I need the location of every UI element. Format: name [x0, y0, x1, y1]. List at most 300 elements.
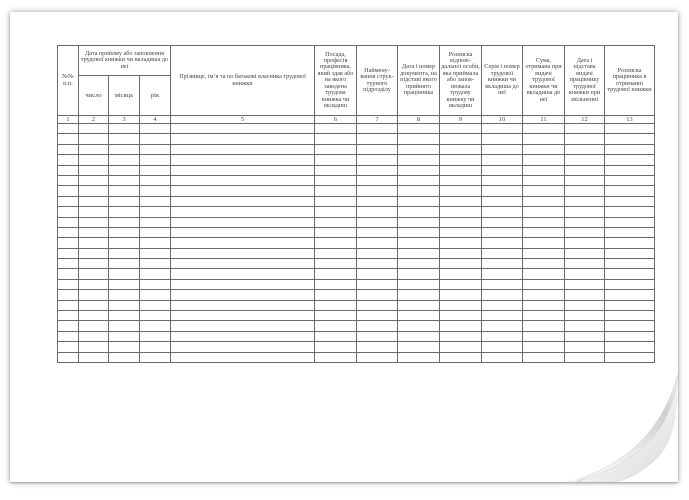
- table-cell: [482, 186, 523, 196]
- table-cell: [109, 331, 140, 341]
- table-cell: [565, 144, 605, 154]
- header-year: рік: [140, 76, 171, 116]
- table-cell: [523, 311, 565, 321]
- table-cell: [79, 134, 109, 144]
- table-cell: [58, 321, 79, 331]
- table-cell: [140, 352, 171, 362]
- journal-sheet: [10, 12, 678, 482]
- table-cell: [79, 352, 109, 362]
- table-cell: [58, 238, 79, 248]
- table-cell: [440, 352, 482, 362]
- table-cell: [357, 217, 398, 227]
- table-cell: [140, 165, 171, 175]
- table-cell: [565, 196, 605, 206]
- table-cell: [58, 165, 79, 175]
- table-cell: [605, 238, 655, 248]
- table-cell: [58, 186, 79, 196]
- table-cell: [565, 290, 605, 300]
- table-cell: [398, 144, 440, 154]
- table-cell: [315, 331, 357, 341]
- table-cell: [482, 196, 523, 206]
- table-body: [58, 124, 655, 363]
- table-cell: [482, 352, 523, 362]
- table-cell: [58, 331, 79, 341]
- table-cell: [523, 186, 565, 196]
- column-number: 4: [140, 116, 171, 124]
- table-row: [58, 155, 655, 165]
- column-number: 13: [605, 116, 655, 124]
- table-cell: [58, 124, 79, 134]
- table-cell: [357, 331, 398, 341]
- table-cell: [315, 238, 357, 248]
- table-cell: [605, 331, 655, 341]
- table-cell: [565, 279, 605, 289]
- table-cell: [565, 217, 605, 227]
- table-cell: [565, 321, 605, 331]
- table-cell: [315, 269, 357, 279]
- table-cell: [398, 279, 440, 289]
- table-cell: [440, 144, 482, 154]
- table-row: [58, 134, 655, 144]
- table-cell: [140, 269, 171, 279]
- table-row: [58, 331, 655, 341]
- table-cell: [79, 124, 109, 134]
- table-row: [58, 238, 655, 248]
- column-number: 7: [357, 116, 398, 124]
- table-cell: [315, 175, 357, 185]
- table-cell: [440, 290, 482, 300]
- table-cell: [79, 321, 109, 331]
- table-cell: [605, 175, 655, 185]
- table-cell: [171, 331, 315, 341]
- table-row: [58, 186, 655, 196]
- table-cell: [109, 279, 140, 289]
- table-cell: [79, 311, 109, 321]
- table-cell: [109, 342, 140, 352]
- table-cell: [140, 207, 171, 217]
- table-cell: [440, 321, 482, 331]
- table-cell: [482, 165, 523, 175]
- table-cell: [357, 321, 398, 331]
- table-cell: [482, 269, 523, 279]
- table-cell: [109, 144, 140, 154]
- table-cell: [357, 155, 398, 165]
- table-cell: [605, 300, 655, 310]
- table-cell: [523, 238, 565, 248]
- table-cell: [140, 124, 171, 134]
- table-cell: [140, 259, 171, 269]
- table-cell: [58, 279, 79, 289]
- table-cell: [357, 165, 398, 175]
- table-cell: [482, 144, 523, 154]
- table-cell: [109, 238, 140, 248]
- table-cell: [398, 342, 440, 352]
- table-cell: [482, 124, 523, 134]
- table-row: [58, 165, 655, 175]
- table-cell: [79, 227, 109, 237]
- table-cell: [109, 124, 140, 134]
- table-cell: [357, 175, 398, 185]
- table-cell: [140, 217, 171, 227]
- table-cell: [357, 259, 398, 269]
- table-cell: [140, 238, 171, 248]
- table-cell: [357, 186, 398, 196]
- table-cell: [398, 352, 440, 362]
- table-cell: [440, 186, 482, 196]
- table-cell: [523, 134, 565, 144]
- table-cell: [523, 165, 565, 175]
- table-cell: [565, 342, 605, 352]
- table-cell: [605, 155, 655, 165]
- table-cell: [357, 196, 398, 206]
- table-cell: [140, 248, 171, 258]
- table-cell: [109, 300, 140, 310]
- table-cell: [482, 217, 523, 227]
- table-cell: [523, 290, 565, 300]
- table-cell: [315, 144, 357, 154]
- table-cell: [109, 217, 140, 227]
- table-cell: [440, 227, 482, 237]
- table-cell: [398, 186, 440, 196]
- column-numbers-row: [58, 116, 655, 124]
- table-cell: [315, 165, 357, 175]
- table-cell: [482, 321, 523, 331]
- table-cell: [523, 217, 565, 227]
- table-cell: [357, 311, 398, 321]
- header-responsible-signature: Розписка відпові-дальної особи, яка приймала або запов-нювала трудову книжку чи вкладиш: [440, 46, 482, 116]
- table-cell: [605, 217, 655, 227]
- table-cell: [315, 155, 357, 165]
- table-cell: [565, 155, 605, 165]
- table-cell: [440, 311, 482, 321]
- table-cell: [482, 259, 523, 269]
- table-cell: [565, 248, 605, 258]
- table-cell: [605, 134, 655, 144]
- table-cell: [398, 290, 440, 300]
- header-department: Наймену-вання струк-турного підрозділу: [357, 46, 398, 116]
- table-cell: [315, 227, 357, 237]
- table-cell: [79, 207, 109, 217]
- table-row: [58, 175, 655, 185]
- page-curl: [558, 372, 678, 482]
- table-cell: [109, 352, 140, 362]
- table-cell: [357, 134, 398, 144]
- column-number: 3: [109, 116, 140, 124]
- table-cell: [171, 290, 315, 300]
- table-cell: [440, 248, 482, 258]
- table-cell: [79, 342, 109, 352]
- table-cell: [171, 134, 315, 144]
- table-cell: [440, 342, 482, 352]
- table-cell: [605, 342, 655, 352]
- table-cell: [58, 217, 79, 227]
- table-cell: [140, 311, 171, 321]
- table-cell: [315, 311, 357, 321]
- table-cell: [398, 311, 440, 321]
- table-cell: [440, 269, 482, 279]
- table-cell: [171, 155, 315, 165]
- table-cell: [605, 227, 655, 237]
- table-row: [58, 124, 655, 134]
- table-cell: [140, 331, 171, 341]
- table-row: [58, 352, 655, 362]
- table-cell: [605, 290, 655, 300]
- table-cell: [140, 155, 171, 165]
- table-cell: [171, 165, 315, 175]
- header-day: число: [79, 76, 109, 116]
- table-row: [58, 269, 655, 279]
- table-cell: [140, 227, 171, 237]
- table-cell: [171, 227, 315, 237]
- table-cell: [171, 196, 315, 206]
- table-cell: [482, 175, 523, 185]
- table-cell: [565, 207, 605, 217]
- header-owner-name: Прізвище, ім’я та по батькові власника трудової книжки: [171, 46, 315, 116]
- table-row: [58, 311, 655, 321]
- table-cell: [523, 248, 565, 258]
- column-number: 9: [440, 116, 482, 124]
- table-cell: [171, 124, 315, 134]
- table-cell: [109, 134, 140, 144]
- table-cell: [315, 248, 357, 258]
- table-cell: [398, 248, 440, 258]
- table-cell: [171, 144, 315, 154]
- table-cell: [523, 321, 565, 331]
- header-employee-signature: Розписка працівника в отриманні трудової книжки: [605, 46, 655, 116]
- table-cell: [58, 144, 79, 154]
- table-cell: [315, 342, 357, 352]
- table-cell: [605, 279, 655, 289]
- table-cell: [565, 300, 605, 310]
- table-cell: [315, 279, 357, 289]
- table-cell: [109, 321, 140, 331]
- table-cell: [605, 124, 655, 134]
- table-cell: [109, 311, 140, 321]
- table-cell: [315, 186, 357, 196]
- table-cell: [315, 217, 357, 227]
- table-cell: [565, 352, 605, 362]
- table-cell: [398, 196, 440, 206]
- table-cell: [79, 248, 109, 258]
- table-cell: [58, 300, 79, 310]
- table-cell: [79, 155, 109, 165]
- table-cell: [605, 186, 655, 196]
- table-cell: [398, 321, 440, 331]
- table-row: [58, 217, 655, 227]
- table-cell: [315, 124, 357, 134]
- table-cell: [109, 207, 140, 217]
- table-cell: [565, 134, 605, 144]
- table-cell: [58, 134, 79, 144]
- table-cell: [140, 290, 171, 300]
- table-cell: [440, 217, 482, 227]
- table-cell: [109, 155, 140, 165]
- table-cell: [398, 238, 440, 248]
- table-cell: [440, 331, 482, 341]
- table-cell: [482, 207, 523, 217]
- table-row: [58, 144, 655, 154]
- table-cell: [482, 290, 523, 300]
- table-row: [58, 321, 655, 331]
- table-cell: [58, 196, 79, 206]
- table-cell: [140, 342, 171, 352]
- table-cell: [565, 165, 605, 175]
- table-cell: [605, 352, 655, 362]
- table-cell: [315, 259, 357, 269]
- table-cell: [171, 311, 315, 321]
- table-cell: [79, 290, 109, 300]
- table-cell: [357, 290, 398, 300]
- table-cell: [140, 134, 171, 144]
- table-cell: [523, 155, 565, 165]
- table-cell: [605, 165, 655, 175]
- table-cell: [58, 290, 79, 300]
- table-cell: [523, 352, 565, 362]
- table-cell: [523, 227, 565, 237]
- column-number: 8: [398, 116, 440, 124]
- table-cell: [109, 175, 140, 185]
- table-cell: [523, 144, 565, 154]
- table-cell: [523, 259, 565, 269]
- table-cell: [357, 342, 398, 352]
- table-cell: [171, 217, 315, 227]
- header-date-group: Дата прийому або заповнення трудової книжки чи вкладиша до неї: [79, 46, 171, 76]
- table-cell: [171, 259, 315, 269]
- table-cell: [171, 186, 315, 196]
- table-cell: [565, 186, 605, 196]
- column-number: 11: [523, 116, 565, 124]
- table-cell: [523, 331, 565, 341]
- table-row: [58, 290, 655, 300]
- table-cell: [171, 238, 315, 248]
- table-cell: [171, 269, 315, 279]
- table-cell: [79, 144, 109, 154]
- table-cell: [171, 352, 315, 362]
- table-cell: [565, 227, 605, 237]
- header-month: місяць: [109, 76, 140, 116]
- table-row: [58, 207, 655, 217]
- table-cell: [605, 311, 655, 321]
- table-cell: [109, 269, 140, 279]
- table-cell: [315, 207, 357, 217]
- table-cell: [58, 342, 79, 352]
- registration-journal-table: [57, 45, 655, 363]
- table-cell: [482, 227, 523, 237]
- table-cell: [605, 207, 655, 217]
- column-number: 6: [315, 116, 357, 124]
- table-cell: [171, 279, 315, 289]
- table-cell: [398, 155, 440, 165]
- table-cell: [523, 342, 565, 352]
- table-cell: [482, 279, 523, 289]
- table-cell: [565, 269, 605, 279]
- table-cell: [440, 134, 482, 144]
- table-cell: [523, 279, 565, 289]
- table-cell: [565, 124, 605, 134]
- table-cell: [482, 342, 523, 352]
- table-cell: [315, 321, 357, 331]
- table-cell: [357, 207, 398, 217]
- table-cell: [398, 331, 440, 341]
- table-cell: [605, 144, 655, 154]
- table-cell: [605, 259, 655, 269]
- table-cell: [482, 311, 523, 321]
- table-cell: [58, 175, 79, 185]
- table-cell: [171, 207, 315, 217]
- table-cell: [79, 175, 109, 185]
- table-cell: [398, 217, 440, 227]
- table-cell: [79, 259, 109, 269]
- table-cell: [109, 165, 140, 175]
- column-number: 10: [482, 116, 523, 124]
- table-cell: [440, 196, 482, 206]
- table-cell: [171, 321, 315, 331]
- table-cell: [440, 175, 482, 185]
- column-number: 2: [79, 116, 109, 124]
- table-cell: [357, 352, 398, 362]
- table-cell: [398, 207, 440, 217]
- column-number: 1: [58, 116, 79, 124]
- header-issue-date: Дата і підстава видачі працівнику трудової книжки при звільненні: [565, 46, 605, 116]
- table-row: [58, 196, 655, 206]
- table-cell: [109, 248, 140, 258]
- table-cell: [58, 207, 79, 217]
- table-cell: [140, 196, 171, 206]
- table-cell: [58, 259, 79, 269]
- table-cell: [140, 186, 171, 196]
- table-cell: [398, 165, 440, 175]
- table-cell: [140, 321, 171, 331]
- table-cell: [79, 165, 109, 175]
- table-cell: [315, 196, 357, 206]
- table-cell: [398, 124, 440, 134]
- table-cell: [79, 269, 109, 279]
- table-cell: [398, 259, 440, 269]
- table-cell: [79, 331, 109, 341]
- table-cell: [109, 259, 140, 269]
- table-cell: [440, 279, 482, 289]
- table-cell: [565, 311, 605, 321]
- table-row: [58, 342, 655, 352]
- table-row: [58, 227, 655, 237]
- table-cell: [482, 248, 523, 258]
- table-cell: [171, 248, 315, 258]
- table-cell: [482, 300, 523, 310]
- table-cell: [315, 352, 357, 362]
- table-cell: [605, 321, 655, 331]
- table-cell: [79, 238, 109, 248]
- table-cell: [357, 300, 398, 310]
- table-cell: [357, 248, 398, 258]
- table-cell: [398, 175, 440, 185]
- table-cell: [565, 331, 605, 341]
- table-cell: [140, 144, 171, 154]
- table-cell: [109, 290, 140, 300]
- table-cell: [605, 248, 655, 258]
- table-cell: [109, 186, 140, 196]
- table-cell: [79, 279, 109, 289]
- table-cell: [315, 290, 357, 300]
- table-row: [58, 279, 655, 289]
- table-cell: [58, 227, 79, 237]
- table-cell: [58, 155, 79, 165]
- table-cell: [523, 196, 565, 206]
- header-series-number: Серія і номер трудової книжки чи вкладиша до неї: [482, 46, 523, 116]
- table-cell: [440, 300, 482, 310]
- table-cell: [140, 175, 171, 185]
- table-cell: [440, 165, 482, 175]
- table-cell: [482, 331, 523, 341]
